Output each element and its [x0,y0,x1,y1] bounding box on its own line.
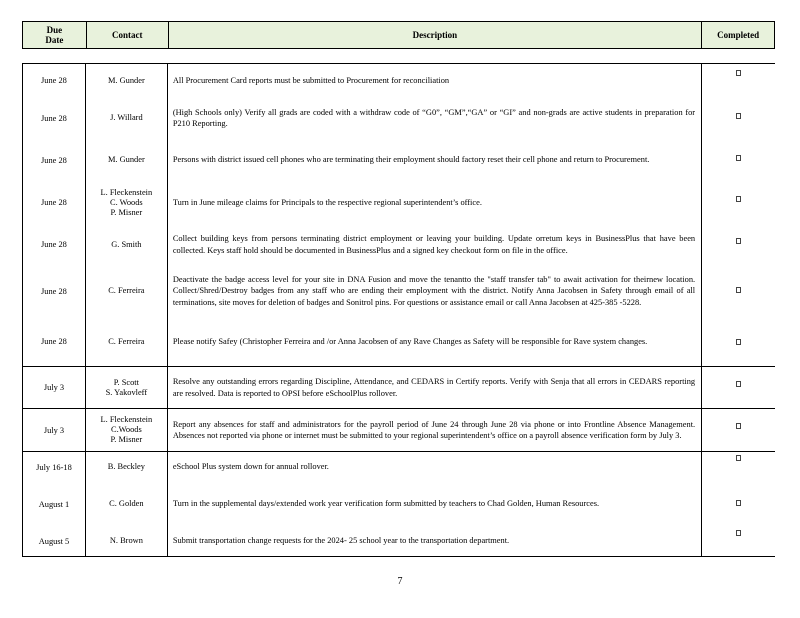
table-row [23,224,775,265]
contact-cell [86,181,168,224]
contact-name: C. Ferreira [108,336,145,346]
description-cell: Turn in the supplemental days/extended work year verification form submitted by teachers to Chad Golden, Human Resources. [168,482,702,526]
due-date-cell: July 16-18 [23,452,86,482]
due-date-cell: June 28 [23,181,86,224]
table-row [23,265,775,317]
completed-checkbox[interactable] [736,238,741,244]
due-date-cell: July 3 [23,367,86,408]
description-cell: Deactivate the badge access level for your site in DNA Fusion and move the tenantto the "staff transfer tab" to await activation for theirnew location. Collect/Shred/Destroy badges from any staff who are ending their employment with the district. Notify Anna Jacobsen in Safety through email of all terminations, site moves for deletion of badges and Sonitrol pins. For questions or assistance email or call Anna Jacobsen at 425-385 -5228. [168,265,702,317]
completed-checkbox[interactable] [736,196,741,202]
contact-cell [86,139,168,181]
contact-cell [86,367,168,408]
table-row [23,139,775,181]
completed-checkbox[interactable] [736,423,741,429]
description-cell: Resolve any outstanding errors regarding Discipline, Attendance, and CEDARS in Certify reports. Verify with Senja that all errors in CEDARS reporting are resolved. Data is reported to OPSI before eSchoolPlus rollover. [168,367,702,408]
table-row [23,181,775,224]
header-due-label: Due [46,25,63,35]
contact-name: M. Gunder [107,155,145,164]
table-row [23,452,775,482]
contact-name: L. Fleckenstein [100,415,153,424]
completed-cell [702,139,775,181]
header-description: Description [168,22,702,48]
contact-name: C.Woods [110,425,142,434]
description-cell: Collect building keys from persons terminating district employment or leaving your building. Update orretum keys in BusinessPlus that have been collected. Keys staff hold should be documented in BusinessPlus and a signed key checkout form on file in the office. [168,224,702,265]
due-date-cell: August 1 [23,482,86,526]
deadline-table [22,63,775,557]
contact-cell [86,409,168,451]
description-cell: (High Schools only) Verify all grads are coded with a withdraw code of “G0”, “GM”,“GA” or “GI” and non-grads are active students in preparation for P210 Reporting. [168,97,702,139]
description-cell: All Procurement Card reports must be submitted to Procurement for reconciliation [168,64,702,97]
completed-cell [702,409,775,451]
due-date-cell: June 28 [23,317,86,366]
completed-cell [702,482,775,526]
contact-cell [86,224,168,265]
table-row [23,64,775,97]
header-date-label: Date [45,35,64,45]
due-date-cell: June 28 [23,139,86,181]
completed-checkbox[interactable] [736,287,741,293]
completed-checkbox[interactable] [736,155,741,161]
table-row [23,317,775,366]
completed-cell [702,97,775,139]
description-cell: eSchool Plus system down for annual rollover. [168,452,702,482]
contact-cell [86,452,168,482]
row-group-july-3-a [23,367,775,409]
contact-name: G. Smith [111,239,142,249]
description-cell: Submit transportation change requests for the 2024- 25 school year to the transportation department. [168,526,702,556]
table-row [23,97,775,139]
completed-cell [702,181,775,224]
contact-cell [86,265,168,317]
row-group-july-august [23,452,775,557]
due-date-cell: June 28 [23,64,86,97]
due-date-cell: July 3 [23,409,86,451]
contact-name: P. Misner [110,207,143,217]
completed-checkbox[interactable] [736,381,741,387]
header-completed: Completed [701,22,774,48]
description-cell: Please notify Safey (Christopher Ferreira and /or Anna Jacobsen of any Rave Changes as Safety will be responsible for Rave system changes. [168,317,702,366]
contact-name: P. Scott [113,377,139,387]
completed-cell [702,526,775,556]
description-cell: Report any absences for staff and administrators for the payroll period of June 24 through June 28 via phone or into Frontline Absence Management. Absences not reported via phone or internet must be submitted to your regional superintendent’s office on a payroll absence verification form by July 3. [168,409,702,451]
description-cell: Turn in June mileage claims for Principals to the respective regional superintendent’s office. [168,181,702,224]
due-date-cell: June 28 [23,265,86,317]
contact-name: M. Gunder [107,75,145,85]
due-date-cell: June 28 [23,97,86,139]
completed-checkbox[interactable] [736,339,741,345]
contact-cell [86,64,168,97]
contact-cell [86,317,168,366]
contact-cell [86,482,168,526]
due-date-cell: August 5 [23,526,86,556]
contact-name: P. Misner [110,435,143,444]
completed-cell [702,265,775,317]
completed-cell [702,367,775,408]
header-due-date [23,22,86,48]
due-date-cell: June 28 [23,224,86,265]
completed-checkbox[interactable] [736,530,741,536]
page-number: 7 [397,576,403,587]
contact-name: L. Fleckenstein [100,187,153,197]
contact-cell [86,526,168,556]
header-contact: Contact [86,22,168,48]
contact-name: N. Brown [109,536,143,545]
contact-name: C. Woods [110,197,143,207]
description-cell: Persons with district issued cell phones who are terminating their employment should factory reset their cell phone and return to Procurement. [168,139,702,181]
table-header [22,21,775,49]
completed-cell [702,224,775,265]
contact-name: C. Golden [109,499,144,508]
contact-cell [86,97,168,139]
contact-name: B. Beckley [107,462,145,471]
table-row [23,526,775,556]
contact-name: J. Willard [110,113,143,122]
table-row [23,409,775,451]
completed-checkbox[interactable] [736,113,741,119]
contact-name: C. Ferreira [108,286,145,295]
contact-name: S. Yakovleff [105,387,148,397]
completed-cell [702,64,775,97]
table-row [23,482,775,526]
completed-checkbox[interactable] [736,455,741,461]
completed-checkbox[interactable] [736,500,741,506]
completed-checkbox[interactable] [736,70,741,76]
completed-cell [702,317,775,366]
completed-cell [702,452,775,482]
table-row [23,367,775,408]
row-group-june [23,64,775,367]
row-group-july-3-b [23,409,775,452]
